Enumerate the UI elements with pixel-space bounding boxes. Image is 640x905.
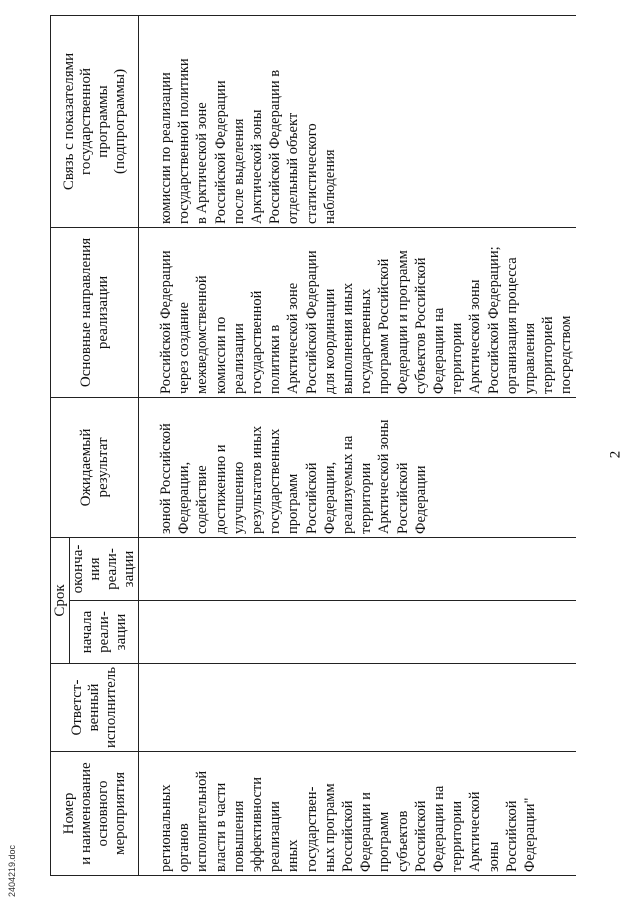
rotated-table-container [50,16,640,876]
header-number-name: Номер и наименование основного мероприятия [51,752,139,876]
cell-expected-result: зоной Российской Федерации, содействие достижению и улучшению результатов иных государственных программ Российской Федерации, реализуемых на территории Арктической зоны Российской Федерации [157,397,576,537]
table-row [157,15,576,875]
header-start: начала реали- зации [70,601,139,664]
header-indicators-link: Связь с показателями государственной программы (подпрограммы) [51,15,139,227]
cell-start [157,601,576,664]
page-number: 2 [607,450,624,459]
spacer-row [139,15,158,875]
header-end: оконча- ния реали- зации [70,537,139,600]
cell-end [157,537,576,600]
cell-responsible [157,664,576,752]
header-srok: Срок [51,537,70,663]
header-row-1 [51,15,70,875]
cell-main-directions: Российской Федерации через создание межведомственной комиссии по реализации государственной политики в Арктической зоне Российской Федерации для координации выполнения иных государственных программ Российской Федерации и программ субъектов Российской Федерации на территории Арктической зоны Российской Федерации; организация процесса управления территорией посредством [157,227,576,397]
cell-indicators-link: комиссии по реализации государственной политики в Арктической зоне Российской Федерации после выделения Арктической зоны Российской Федерации в отдельный объект статистического наблюдения [157,15,576,227]
document-code: 2404219.doc [7,844,18,898]
cell-activity-name: региональных органов исполнительной власти в части повышения эффективности реализации иных государствен- ных программ Российской Федерации и программ субъектов Российской Федерации на территории Арктической зоны Российской Федерации" [157,752,576,876]
header-main-directions: Основные направления реализации [51,227,139,397]
header-expected-result: Ожидаемый результат [51,397,139,537]
header-responsible: Ответст- венный исполнитель [51,664,139,752]
activities-table [50,15,576,876]
